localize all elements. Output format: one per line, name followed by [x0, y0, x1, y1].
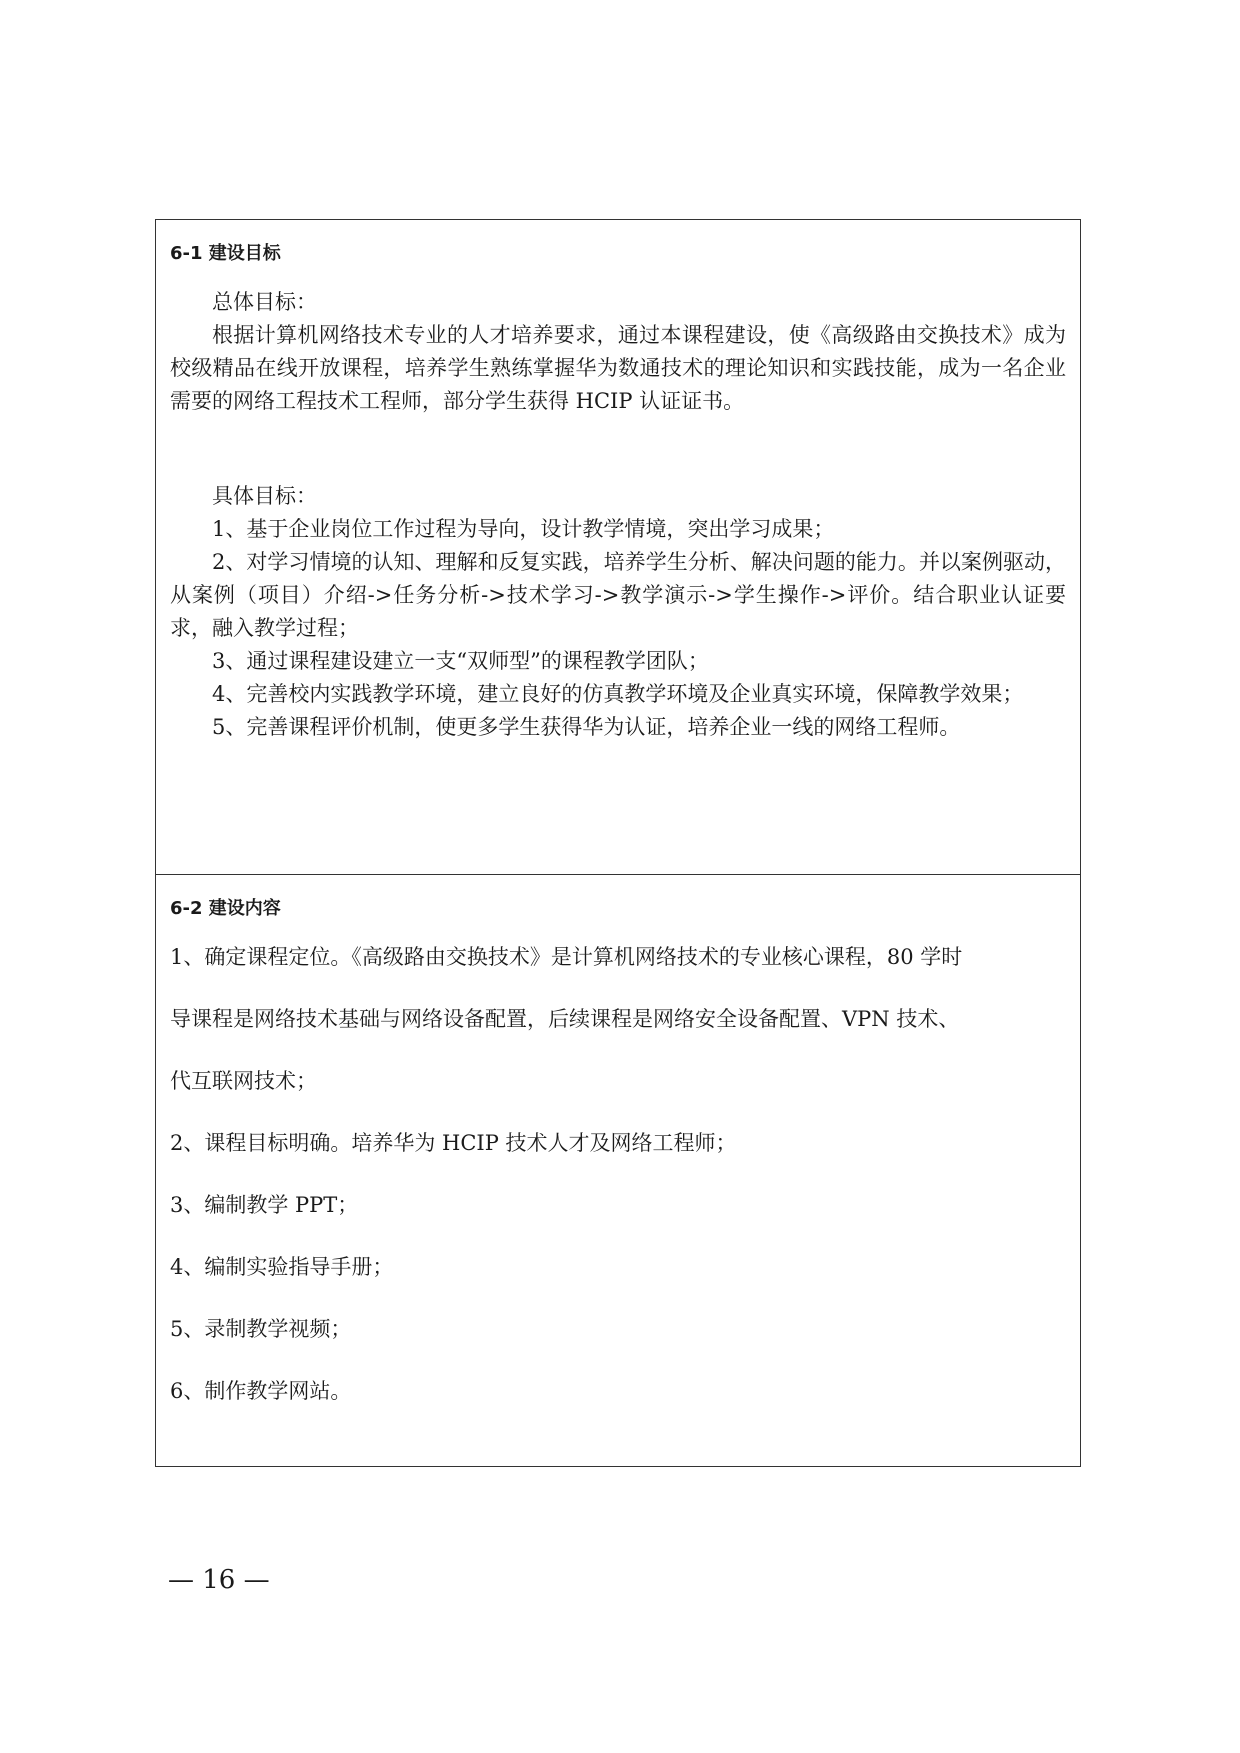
- specific-goal-item: 5、完善课程评价机制，使更多学生获得华为认证，培养企业一线的网络工程师。: [212, 715, 961, 739]
- form-table: [155, 219, 1081, 1467]
- specific-goal-block: [170, 480, 1066, 744]
- content-line: 3、编制教学 PPT；: [170, 1193, 359, 1217]
- content-list: [170, 941, 1080, 1437]
- specific-goal-item: 4、完善校内实践教学环境，建立良好的仿真教学环境及企业真实环境，保障教学效果；: [212, 682, 1024, 706]
- content-line: 2、课程目标明确。培养华为 HCIP 技术人才及网络工程师；: [170, 1131, 737, 1155]
- specific-goal-label: 具体目标：: [212, 484, 317, 508]
- specific-goal-item: 1、基于企业岗位工作过程为导向，设计教学情境，突出学习成果；: [212, 517, 835, 541]
- overall-goal-label: 总体目标：: [212, 290, 317, 314]
- construction-content-cell: [156, 875, 1080, 1466]
- content-line: 5、录制教学视频；: [170, 1317, 352, 1341]
- overall-goal-text: 根据计算机网络技术专业的人才培养要求，通过本课程建设，使《高级路由交换技术》成为校级精品在线开放课程，培养学生熟练掌握华为数通技术的理论知识和实践技能，成为一名企业需要的网络工程技术工程师，部分学生获得 HCIP 认证证书。: [170, 323, 1066, 413]
- content-line: 4、编制实验指导手册；: [170, 1255, 394, 1279]
- content-line: 导课程是网络技术基础与网络设备配置，后续课程是网络安全设备配置、VPN 技术、: [170, 1007, 960, 1031]
- construction-goal-cell: [156, 220, 1080, 875]
- section-heading-content: 6-2 建设内容: [170, 898, 281, 919]
- overall-goal-block: [170, 286, 1066, 418]
- section-heading-goal: 6-1 建设目标: [170, 243, 281, 264]
- content-line: 代互联网技术；: [170, 1069, 317, 1093]
- specific-goal-item: 3、通过课程建设建立一支“双师型”的课程教学团队；: [212, 649, 709, 673]
- content-line: 1、确定课程定位。《高级路由交换技术》是计算机网络技术的专业核心课程，80 学时: [170, 945, 963, 969]
- page-number: — 16 —: [168, 1565, 270, 1595]
- content-line: 6、制作教学网站。: [170, 1379, 352, 1403]
- specific-goal-item: 2、对学习情境的认知、理解和反复实践，培养学生分析、解决问题的能力。并以案例驱动，从案例（项目）介绍->任务分析->技术学习->教学演示->学生操作->评价。结合职业认证要求，融入教学过程；: [170, 550, 1066, 640]
